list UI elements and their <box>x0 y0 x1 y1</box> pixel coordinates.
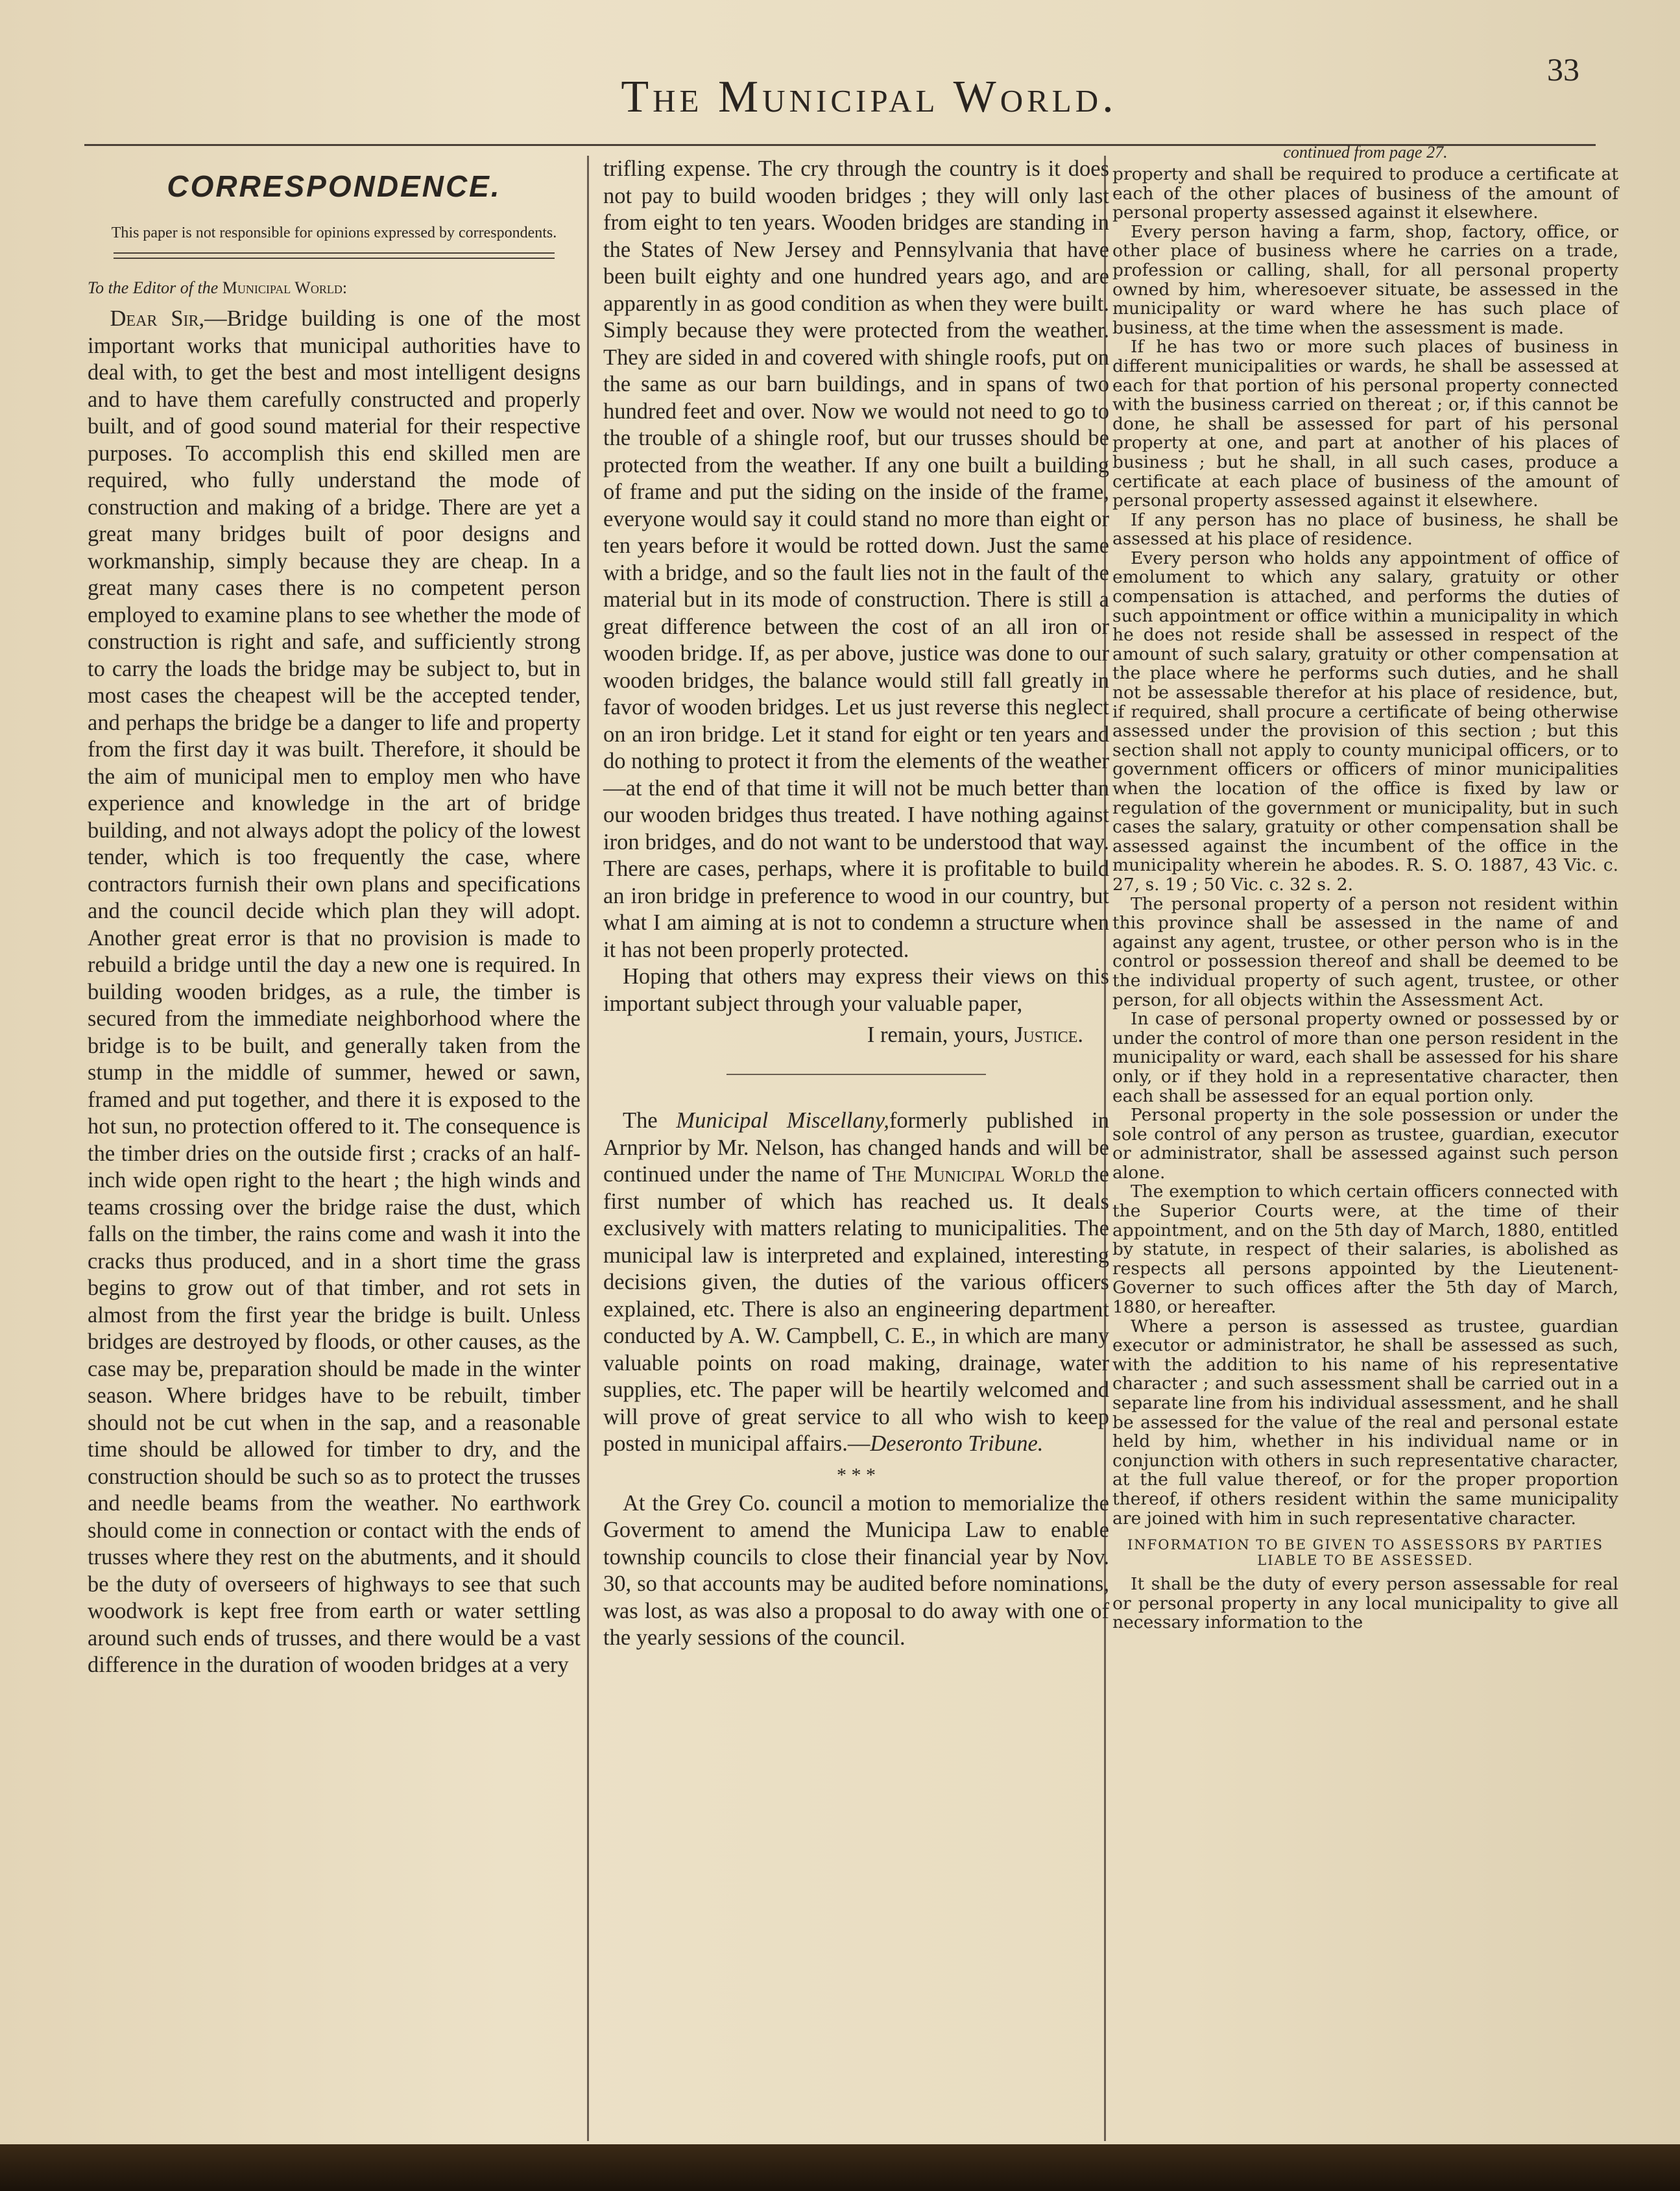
correspondence-heading: CORRESPONDENCE. <box>167 169 501 203</box>
column-divider-left <box>587 156 589 2141</box>
column-1 <box>88 156 581 1679</box>
assessment-para-10: Where a person is assessed as trustee, guardian executor or administrator, he shall be assessed as such, with the addition to his name of his representative character ; and such assessment shall be carried out in a separate line from his individual assessment, and he shall be assessed for the value of the real and personal estate held by him, whether in his individual name or in conjunction with others in such representative character, at the full value thereof, or for the proper proportion thereof, if others resident within the same municipality are joined with him in such representative character. <box>1112 1316 1618 1529</box>
assessment-final-para: It shall be the duty of every person assessable for real or personal property in any local municipality to give all necessary information to the <box>1112 1574 1618 1633</box>
salutation <box>88 278 581 298</box>
letter-signature <box>603 1023 1083 1048</box>
letter-body-col1 <box>88 306 581 1679</box>
masthead: The Municipal World. <box>621 72 1118 122</box>
column-2 <box>603 156 1109 1652</box>
assessment-para-2: Every person having a farm, shop, factory, office, or other place of business where he carries on a trade, profession or calling, shall, for all personal property owned by him, wheresoever situate, be assessed in the municipality or ward where he has such place of business, at the time when the assessment is made. <box>1112 221 1618 338</box>
miscellany-notice <box>603 1108 1109 1458</box>
salutation-suffix: : <box>342 278 348 298</box>
assessment-para-8: Personal property in the sole possession or under the sole control of any person as trustee, guardian, executor or administrator, shall be assessed against such person alone. <box>1112 1105 1618 1183</box>
assessment-para-6: The personal property of a person not resident within this province shall be assessed in the name of and against any agent, trustee, or other person who is in the control or possession thereof and shall be deemed to be the individual property of such agent, trustee, or other person, for all objects within the Assessment Act. <box>1112 893 1618 1010</box>
assessment-para-1: property and shall be required to produce a certificate at each of the other places of business of the amount of personal property assessed against it elsewhere. <box>1112 164 1618 223</box>
assessment-para-9: The exemption to which certain officers connected with the Superior Courts were, at the time of their appointment, and on the 5th day of March, 1880, entitled by statute, in respect of their salaries, is abolished as respects all persons appointed by the Lieutenent-Governer to such offices after the 5th day of March, 1880, or hereafter. <box>1112 1181 1618 1318</box>
column-3 <box>1112 143 1618 1633</box>
miscellany-source: Deseronto Tribune. <box>870 1431 1044 1456</box>
letter-text-col1: —Bridge building is one of the most important works that municipal authorities have to deal with, to get the best and most intelligent designs and to have them carefully constructed and properly built, and of good sound material for their respective purposes. To accomplish this end skilled men are required, who fully understand the mode of construction and making of a bridge. There are yet a great many bridges built of poor designs and workmanship, simply because they are cheap. In a great many cases there is no competent person employed to examine plans to see whether the mode of construction is right and safe, and sufficiently strong to carry the loads the bridge may be subject to, but in most cases the cheapest will be the accepted tender, and perhaps the bridge be a danger to life and property from the first day it was built. Therefore, it should be the aim of municipal men to employ men who have experience and knowledge in the art of bridge building, and not always adopt the policy of the lowest tender, which is too frequently the case, where contractors furnish their own plans and specifications and the council decide which plan they will adopt. Another great error is that no provision is made to rebuild a bridge until the day a new one is required. In building wooden bridges, as a rule, the timber is secured from the immediate neighborhood where the bridge is to be built, and generally taken from the stump in the middle of summer, hewed or sawn, framed and put together, and there it is exposed to the hot sun, no protection offered to it. The consequence is the timber dries on the outside first ; cracks of an half-inch wide open right to the heart ; the high winds and teams crossing over the bridge raise the dust, which falls on the timber, the rains come and wash it into the cracks thus produced, and in a short time the grass begins to grow out of that timber, and rot sets in almost from the first year the bridge is built. Unless bridges are destroyed by floods, or other causes, as the case may be, preparation should be made in the winter season. Where bridges have to be rebuilt, timber should not be cut when in the sap, and a reasonable time should be allowed for timber to dry, and the construction should be such so as to protect the trusses and needle beams from the weather. No earthwork should come in connection or contact with the ends of trusses where they rest on the abutments, and it should be the duty of overseers of highways to see that such woodwork is kept free from earth or water settling around such ends of trusses, and there would be a vast difference in the duration of wooden bridges at a very <box>88 306 581 1678</box>
letter-body-col2: trifling expense. The cry through the country is it does not pay to build wooden bridges ; they will only last from eight to ten years. Wooden bridges are standing in the States of New Jersey and Pennsylvania that have been built eighty and one hundred years ago, and are apparently in as good condition as when they were built. Simply because they were protected from the weather. They are sided in and covered with shingle roofs, put on the same as our barn buildings, and in spans of two hundred feet and over. Now we would not need to go to the trouble of a shingle roof, but our trusses should be protected from the weather. If any one built a building of frame and put the siding on the inside of the frame, everyone would say it could stand no more than eight or ten years before it would be rotted down. Just the same with a bridge, and so the fault lies not in the fault of the material but in its mode of construction. There is still a great difference between the cost of an all iron or wooden bridge. If, as per above, justice was done to our wooden bridges, the balance would still fall greatly in favor of wooden bridges. Let us just reverse this neglect on an iron bridge. Let it stand for eight or ten years and do nothing to protect it from the elements of the weather—at the end of that time it will not be much better than our wooden bridges thus treated. I have nothing against iron bridges, and do not want to be understood that way. There are cases, perhaps, where it is profitable to build an iron bridge in preference to wood in our country, but what I am aiming at is not to condemn a structure when it has not been properly protected. <box>603 156 1109 962</box>
miscellany-lead: The <box>623 1108 658 1133</box>
continued-note: continued from page 27. <box>1283 143 1448 162</box>
salutation-prefix: To the Editor of the <box>88 278 219 298</box>
grey-county-notice: At the Grey Co. council a motion to memorialize the Goverment to amend the Municipa Law to enable township councils to close their financial year by Nov. 30, so that accounts may be audited before nominations, was lost, as was also a proposal to do away with one of the yearly sessions of the council. <box>603 1490 1109 1650</box>
assessment-para-7: In case of personal property owned or possessed by or under the control of more than one person resident in the municipality or ward, each shall be assessed for his share only, or if they hold in a representative character, then each shall be assessed for an equal portion only. <box>1112 1009 1618 1106</box>
section-rule <box>114 252 555 259</box>
opening-caps: Dear Sir, <box>110 306 205 332</box>
miscellany-title: Municipal Miscellany, <box>676 1108 889 1133</box>
miscellany-text-b: the first number of which has reached us. It deals exclusively with matters relating to municipalities. The municipal law is interpreted and explained, interesting decisions given, the duties of the various officers explained, etc. There is also an engineering department conducted by A. W. Campbell, C. E., in which are many valuable points on road making, drainage, water supplies, etc. The paper will be heartily welcomed and will prove of great service to all who wish to keep posted in municipal affairs.— <box>603 1162 1109 1456</box>
divider-rule <box>726 1074 986 1075</box>
disclaimer: This paper is not responsible for opinions expressed by correspondents. <box>111 224 557 241</box>
assessment-para-4: If any person has no place of business, he shall be assessed at his place of residence. <box>1112 509 1618 550</box>
assessment-para-3: If he has two or more such places of business in different municipalities or wards, he shall be assessed at each for that portion of his personal property connected with the business carried on thereat ; or, if this cannot be done, he shall be assessed for part of his personal property at one, and part at another of his places of business ; but he shall, in all such cases, produce a certificate at each place of business of the amount of personal property assessed against it elsewhere. <box>1112 337 1618 511</box>
sign-prefix: I remain, yours, <box>867 1023 1009 1047</box>
page-number: 33 <box>1547 51 1579 88</box>
page-bottom-shadow <box>0 2144 1680 2191</box>
asterism: * * * <box>837 1464 876 1486</box>
assessment-para-5: Every person who holds any appointment of office of emolument to which any salary, gratuity or other compensation is attached, and performs the duties of such appointment or office within a municipality in which he does not reside shall be assessed in respect of the amount of such salary, gratuity or other compensation at the place where he performs such duties, and he shall not be assessable therefor at his place of residence, but, if required, shall procure a certificate of being otherwise assessed under the provision of this section ; but this section shall not apply to county municipal officers, or to government officers or officers of minor municipalities when the location of the office is fixed by law or regulation of the government or municipality, but in such cases the salary, gratuity or other compensation shall be assessed against the incumbent of the office in the municipality wherein he abodes. R. S. O. 1887, 43 Vic. c. 27, s. 19 ; 50 Vic. c. 32 s. 2. <box>1112 548 1618 895</box>
miscellany-text-a: formerly published in Arnprior by Mr. Nelson, has changed hands and will be continued under the name of <box>603 1108 1110 1187</box>
salutation-name: Municipal World <box>222 278 342 298</box>
information-subheading: INFORMATION TO BE GIVEN TO ASSESSORS BY PARTIES LIABLE TO BE ASSESSED. <box>1127 1537 1604 1569</box>
miscellany-name: The Municipal World <box>872 1162 1075 1187</box>
letter-close: Hoping that others may express their views on this important subject through your valuable paper, <box>603 964 1109 1016</box>
sign-name: Justice. <box>1014 1023 1083 1047</box>
